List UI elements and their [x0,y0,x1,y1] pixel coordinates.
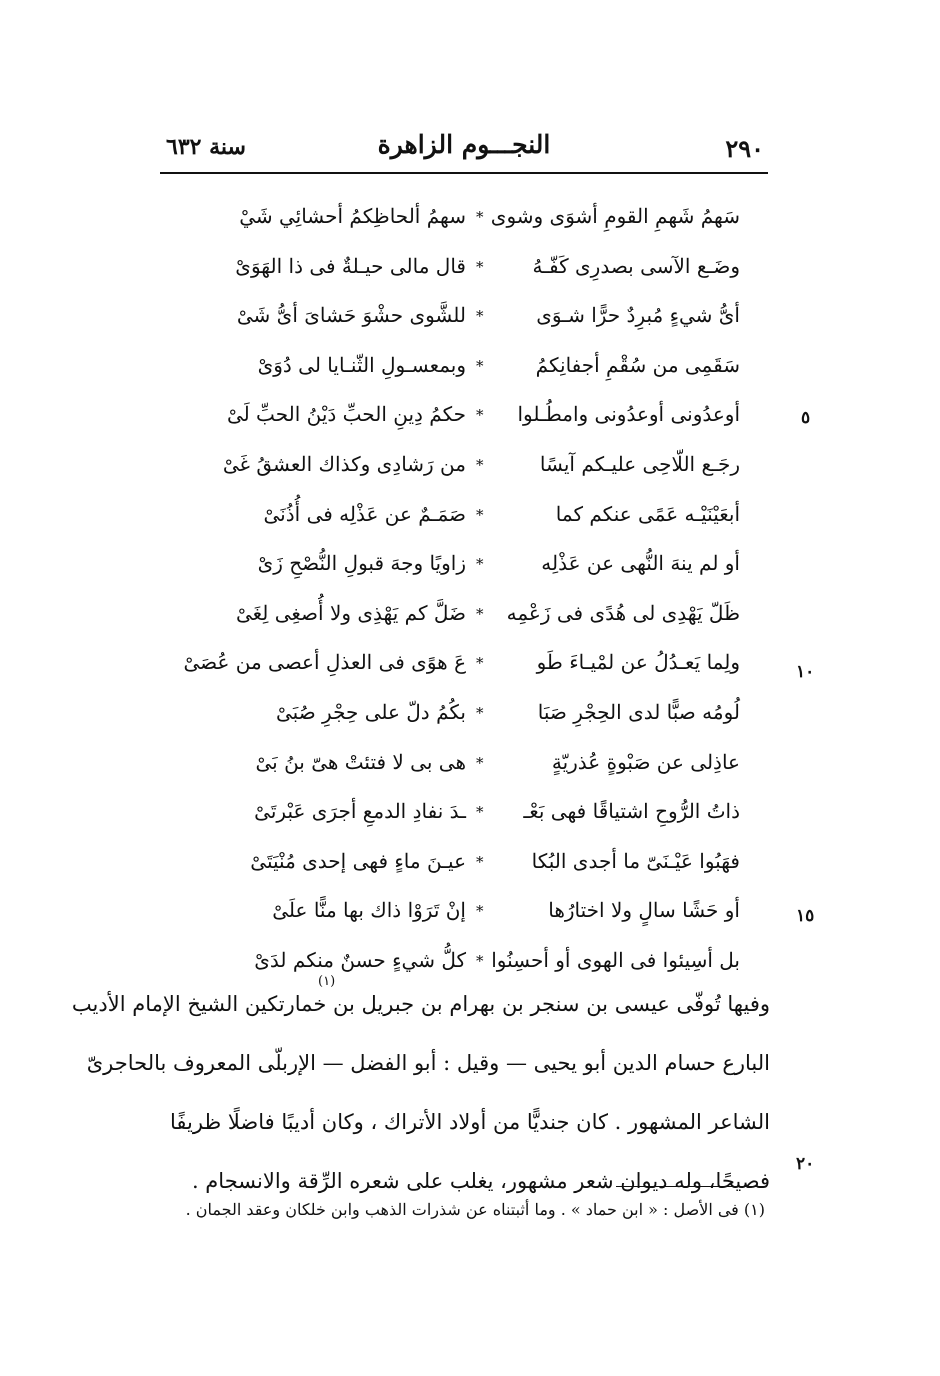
hemistich-separator: * [476,257,484,276]
hemistich-separator: * [476,604,484,623]
prose-paragraph [71,975,770,1211]
verse-line [220,791,740,841]
book-title: النجـــوم الزاهرة [377,130,551,159]
second-hemistich: عَ هوًى فى العذلِ أعصى من عُصَىْ [183,650,466,675]
second-hemistich: قال مالى حيـلةٌ فى ذا الهَوَىْ [235,253,466,278]
running-header [160,128,768,168]
second-hemistich: صَمَـمٌ عن عَذْلِه فى أُذُنَىْ [263,501,466,526]
line-number-10: ١٠ [796,662,815,682]
verse-line [220,295,740,345]
footnote-rule [616,1186,764,1187]
hemistich-separator: * [476,852,484,871]
second-hemistich: ـدَ نفادِ الدمعِ أجرَى عَبْرتَىْ [254,799,466,824]
second-hemistich: ضَلَّ كم يَهْذِى ولا أُصغِى لِغَىْ [235,600,466,625]
hemistich-separator: * [476,803,484,822]
first-hemistich: بل أسِيئوا فى الهوى أو أحسِنُوا [491,947,740,972]
prose-line: وفيها تُوفّى عيسى بن سنجر بن بهرام بن جبريل بن خمارتكين الشيخ الإمام الأديب [71,992,770,1016]
line-number-20: ٢٠ [796,1154,815,1174]
second-hemistich: إنْ تَرَوْا ذاك بها منًّا علَىْ [272,898,466,923]
first-hemistich: سَهمُ شَهمِ القومِ أشوَى وشوى [490,204,740,228]
second-hemistich: وبمعسـولِ الثّنـايا لى دُوَىْ [257,352,466,377]
hemistich-separator: * [476,455,484,474]
prose-line: الشاعر المشهور . كان جنديًّا من أولاد الأتراك ، وكان أديبًا فاضلًا ظريفًا [170,1110,770,1134]
hemistich-separator: * [476,505,484,524]
hemistich-separator: * [476,902,484,921]
verse-line [220,543,740,593]
second-hemistich: زاويًا وجهَ قبولِ النُّصْحِ زَىْ [257,551,466,576]
verse-line [220,742,740,792]
prose-line: فصيحًا، وله ديوان شعر مشهور، يغلب على شعره الرِّقة والانسجام . [191,1169,770,1193]
verse-line [220,890,740,940]
second-hemistich: للشَّوى حشْوَ حَشاىَ أىُّ شَىْ [236,303,466,328]
first-hemistich: أو حَشًا سالٍ ولا اختارُها [548,898,740,923]
verse-line [220,593,740,643]
hemistich-separator: * [476,208,484,226]
hemistich-separator: * [476,555,484,574]
hemistich-separator: * [476,406,484,425]
first-hemistich: أو لم ينهَ النُّهى عن عَذْلِه [541,551,740,576]
verse-line [220,494,740,544]
first-hemistich: أىُّ شيءٍ مُبرِدٌ حرًّا شـوَى [536,303,740,328]
first-hemistich: ذاتُ الرُّوحِ اشتياقًا فهى بَعْـ [523,799,740,824]
first-hemistich: أوعدُونى أوعدُونى وامطُـلوا [517,402,740,427]
header-rule [160,172,768,174]
poem [183,196,740,990]
verse-line [220,841,740,891]
line-number-5: ٥ [801,408,811,428]
second-hemistich: عيـنَ ماءٍ فهى إحدى مُنْيَتَىْ [250,848,466,873]
line-number-15: ١٥ [796,906,815,926]
year-label: سنة ٦٣٢ [166,134,246,160]
second-hemistich: من رَشادِى وكذاك العشقُ غَىْ [222,451,466,476]
second-hemistich: هى بى لا فتئتْ هىّ بنُ بَىْ [255,749,466,774]
footnote: (١) فى الأصل : « ابن حماد » . وما أثبتناه عن شذرات الذهب وابن خلكان وعقد الجمان . [185,1200,765,1219]
hemistich-separator: * [476,753,484,772]
verse-line [220,692,740,742]
hemistich-separator: * [476,307,484,326]
verse-line [220,246,740,296]
hemistich-separator: * [476,654,484,673]
second-hemistich: حكمُ دِينِ الحبِّ دَيْنُ الحبِّ لَىْ [226,402,466,427]
hemistich-separator: * [476,951,484,970]
hemistich-separator: * [476,356,484,375]
second-hemistich: سهمُ ألحاظِكمُ أحشائِي شَيْ [239,204,466,228]
hemistich-separator: * [476,703,484,722]
verse-line [220,444,740,494]
first-hemistich: ظَلّ يَهْدِى لى هُدًى فى زَعْمِه [506,600,740,625]
verse-line [220,196,740,246]
verse-line [220,394,740,444]
prose-line: البارع حسام الدين أبو يحيى — وقيل : أبو الفضل — الإربلّى المعروف بالحاجرىّ [86,1051,770,1075]
second-hemistich: كلُّ شيءٍ حسنٌ منكم لدَىْ [254,947,466,972]
first-hemistich: فهَبُوا عَيْـنَىّ ما أجدى البُكا [531,848,740,873]
first-hemistich: رجَـع اللّاحِى عليـكم آيسًا [539,451,740,476]
first-hemistich: أبعَيْنَيْـه عَمًى عنكم كما [555,501,740,526]
second-hemistich: بكُمُ دلّ على حِجْرِ صُبَىْ [275,699,466,724]
verse-line [183,642,740,692]
verse-line [220,345,740,395]
footnote-reference-marker: (١) [318,974,336,989]
first-hemistich: ولِما يَعـدُلُ عن لمْيـاءَ طَو [536,650,740,675]
first-hemistich: عاذِلى عن صَبْوةٍ عُذريّةٍ [551,749,740,774]
first-hemistich: وضَـع الآسى بصدرِى كَفّـهُ [532,253,740,278]
page-number: ٢٩٠ [725,134,764,163]
first-hemistich: لُومُه صبًّا لدى الحِجْرِ صَبَا [537,699,740,724]
first-hemistich: سَقَمِى من سُقْمِ أجفانِكمُ [535,352,740,377]
